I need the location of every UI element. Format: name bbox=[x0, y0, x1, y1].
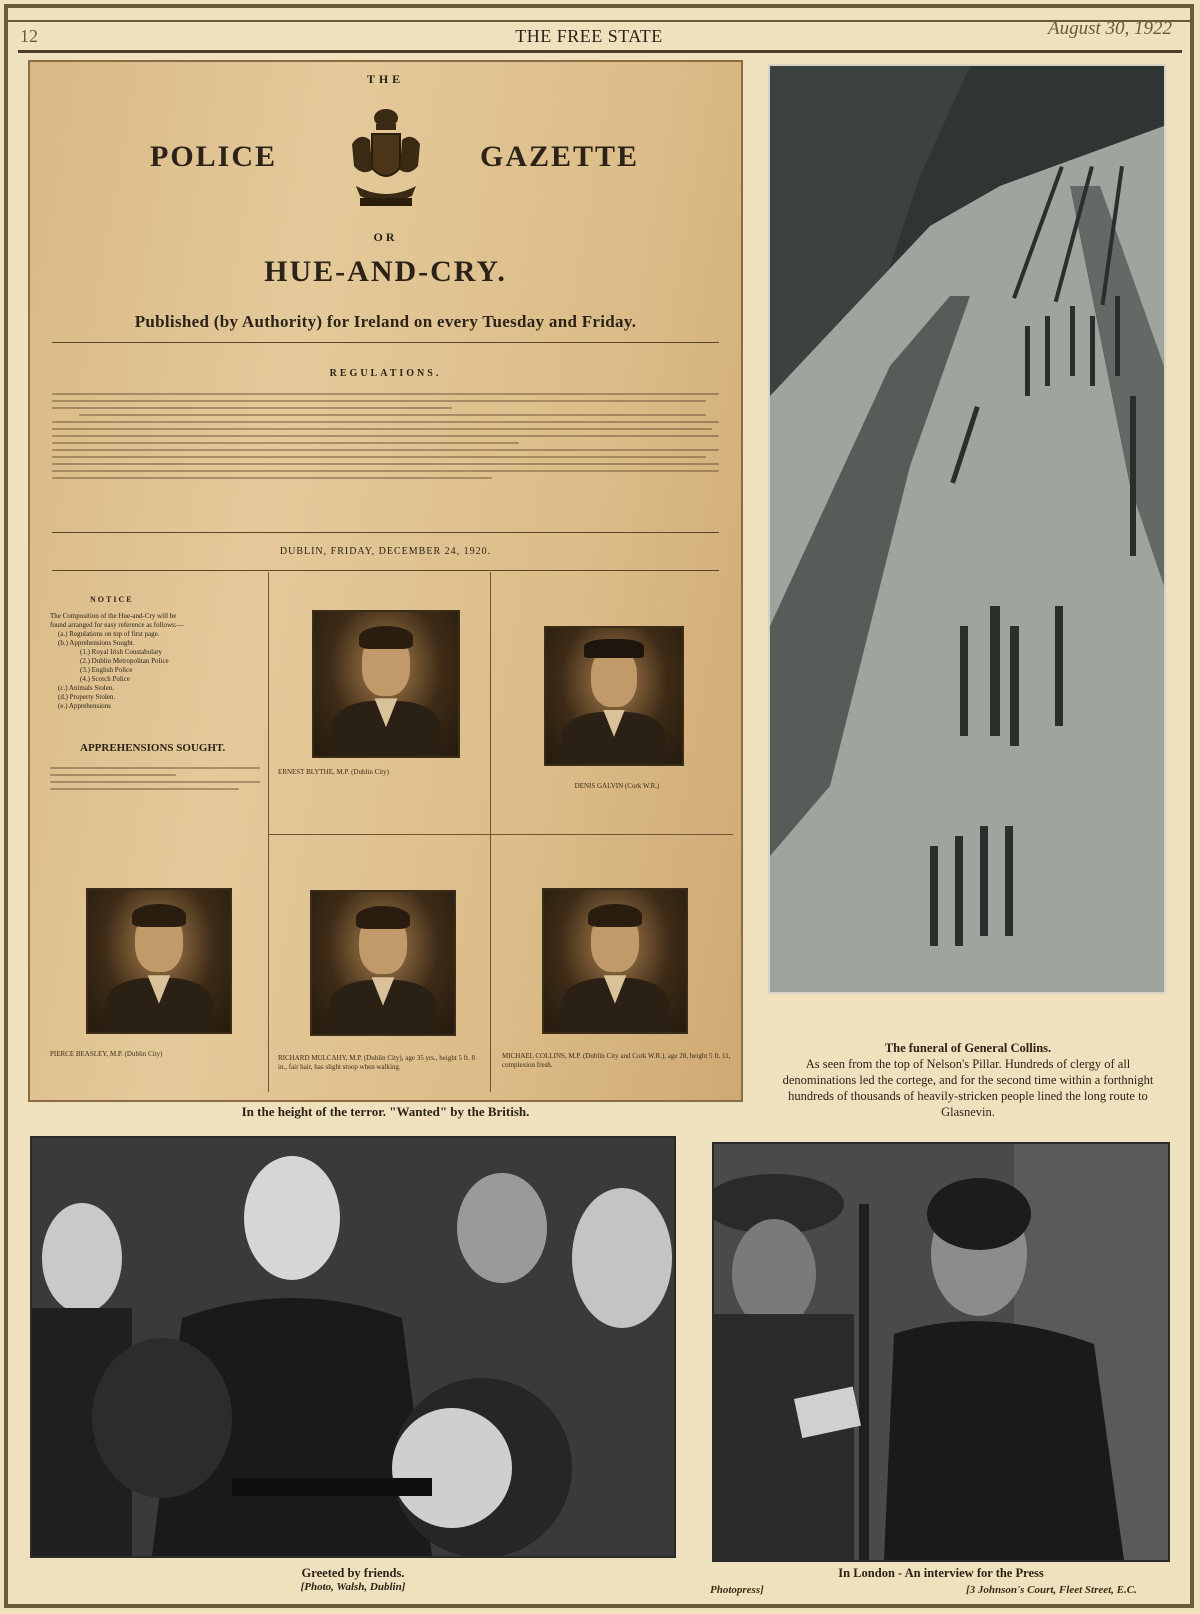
portrait-ernest-blythe bbox=[312, 610, 460, 758]
notice-line: (e.) Apprehensions bbox=[58, 702, 111, 710]
gazette-caption: In the height of the terror. "Wanted" by the British. bbox=[241, 1104, 530, 1119]
notice-line: (4.) Scotch Police bbox=[80, 675, 130, 683]
gazette-dateline: DUBLIN, FRIDAY, DECEMBER 24, 1920. bbox=[279, 546, 492, 557]
notice-line: (1.) Royal Irish Constabulary bbox=[80, 648, 163, 656]
gazette-the: THE bbox=[366, 72, 405, 86]
gazette-police-heading: POLICE bbox=[150, 140, 278, 173]
gazette-hue-and-cry-heading: HUE-AND-CRY. bbox=[264, 255, 507, 288]
gazette-description-text bbox=[50, 762, 260, 795]
issue-date: August 30, 1922 bbox=[1047, 18, 1172, 39]
gazette-rule bbox=[52, 342, 719, 343]
portrait-caption-beasley: PIERCE BEASLEY, M.P. (Dublin City) bbox=[50, 1050, 163, 1058]
greeted-by-friends-photo bbox=[30, 1136, 676, 1558]
gazette-regulations-text bbox=[52, 388, 719, 528]
gazette-apprehensions-sought: APPREHENSIONS SOUGHT. bbox=[80, 742, 226, 754]
portrait-caption-galvin: DENIS GALVIN (Cork W.R.) bbox=[574, 782, 660, 790]
london-street-scene bbox=[714, 1144, 1168, 1560]
london-caption-title: In London - An interview for the Press bbox=[838, 1566, 1044, 1580]
gazette-notice-list bbox=[50, 612, 260, 711]
gazette-or: OR bbox=[373, 230, 398, 244]
crowd-scene bbox=[32, 1138, 674, 1556]
notice-line: The Composition of the Hue-and-Cry will be bbox=[50, 612, 177, 620]
notice-line: (d.) Property Stolen. bbox=[58, 693, 116, 701]
portrait-caption-mulcahy: RICHARD MULCAHY, M.P. (Dublin City), age 35 yrs., height 5 ft. 8 in., fair hair, has slight stoop when walking. bbox=[278, 1054, 476, 1071]
friends-photo-credit: [Photo, Walsh, Dublin] bbox=[300, 1581, 406, 1593]
header-rule-bottom bbox=[18, 50, 1182, 53]
newspaper-name: THE FREE STATE bbox=[515, 26, 663, 46]
notice-line: (c.) Animals Stolen. bbox=[58, 684, 114, 692]
notice-line: (2.) Dublin Metropolitan Police bbox=[80, 657, 169, 665]
gazette-regulations-title: REGULATIONS. bbox=[329, 368, 442, 379]
portrait-pierce-beasley bbox=[86, 888, 232, 1034]
portrait-richard-mulcahy bbox=[310, 890, 456, 1036]
gazette-column-divider bbox=[268, 572, 269, 1092]
friends-caption-title: Greeted by friends. bbox=[301, 1566, 405, 1580]
page-number: 12 bbox=[20, 26, 38, 46]
funeral-caption-title: The funeral of General Collins. bbox=[884, 1041, 1052, 1055]
london-interview-photo bbox=[712, 1142, 1170, 1562]
portrait-caption-blythe: ERNEST BLYTHE, M.P. (Dublin City) bbox=[278, 768, 389, 776]
notice-line: found arranged for easy reference as follows:— bbox=[50, 621, 184, 629]
london-photo-credit-right: [3 Johnson's Court, Fleet Street, E.C. bbox=[966, 1584, 1137, 1596]
police-gazette-clipping bbox=[28, 60, 743, 1102]
gazette-row-divider bbox=[268, 834, 733, 835]
royal-coat-of-arms-icon bbox=[346, 104, 426, 214]
funeral-procession-photo bbox=[768, 64, 1166, 994]
header-rule-top bbox=[8, 20, 1192, 22]
gazette-gazette-heading: GAZETTE bbox=[480, 140, 640, 173]
gazette-rule bbox=[52, 570, 719, 571]
gazette-rule bbox=[52, 532, 719, 533]
portrait-michael-collins bbox=[542, 888, 688, 1034]
funeral-street-scene bbox=[770, 66, 1164, 992]
friends-caption bbox=[30, 1566, 676, 1593]
notice-line: (b.) Apprehensions Sought. bbox=[58, 639, 135, 647]
notice-line: (3.) English Police bbox=[80, 666, 133, 674]
funeral-caption bbox=[770, 1040, 1166, 1120]
gazette-notice-title: NOTICE bbox=[90, 595, 134, 604]
gazette-publication-line: Published (by Authority) for Ireland on every Tuesday and Friday. bbox=[134, 312, 637, 331]
gazette-column-divider bbox=[490, 572, 491, 1092]
funeral-caption-body: As seen from the top of Nelson's Pillar. Hundreds of clergy of all denominations led the cortege, and for the second time within a forthnight hundreds of thousands of heavily-stricken people lined the long route to Glasnevin. bbox=[782, 1057, 1154, 1119]
london-photo-credit-left: Photopress] bbox=[710, 1584, 764, 1596]
notice-line: (a.) Regulations on top of first page. bbox=[58, 630, 160, 638]
portrait-caption-collins: MICHAEL COLLINS, M.P. (Dublin City and Cork W.R.), age 28, height 5 ft. 11, complexion fresh. bbox=[502, 1052, 731, 1069]
portrait-denis-galvin bbox=[544, 626, 684, 766]
